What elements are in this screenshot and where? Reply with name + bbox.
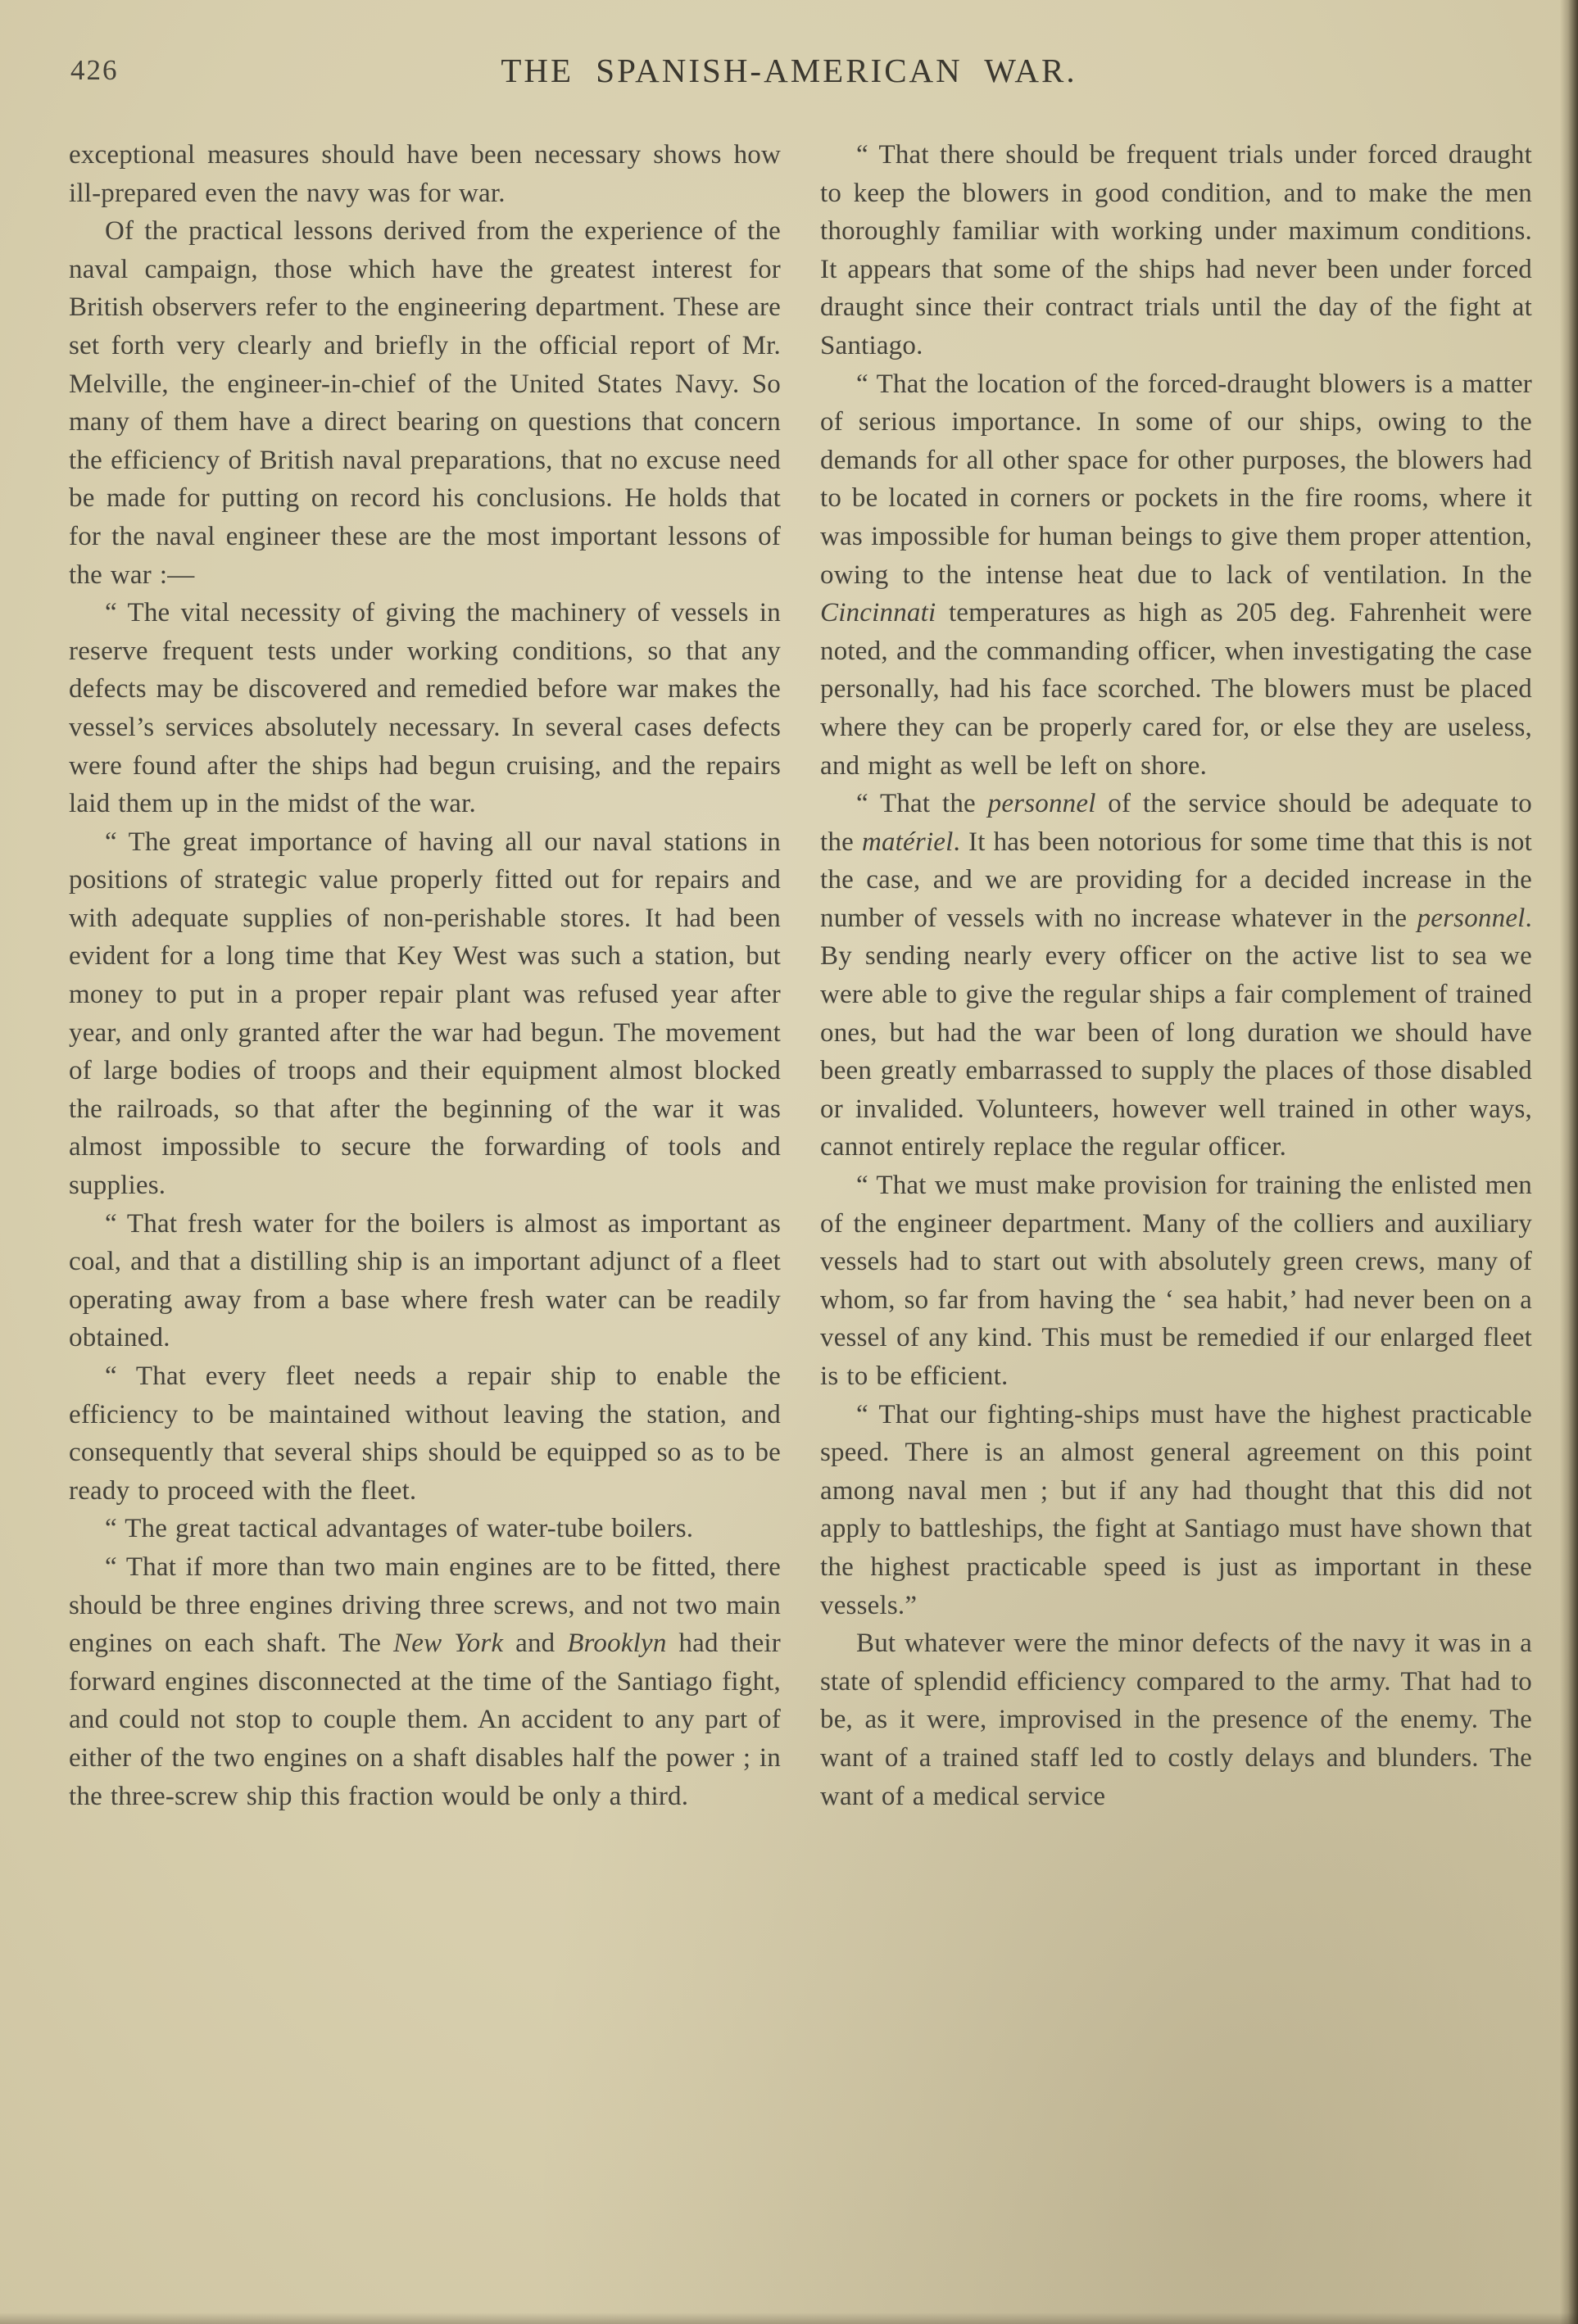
paragraph <box>69 823 781 1205</box>
text-run: temperatures as high as 205 deg. Fahrenheit were noted, and the commanding officer, when investigating the case personally, had his face scorched. The blowers must be placed where they can be properly cared for, or else they are useless, and might as well be left on shore. <box>820 598 1532 781</box>
paragraph <box>69 1205 781 1357</box>
text-run: But whatever were the minor defects of the navy it was in a state of splendid efficiency compared to the army. That had to be, as it were, improvised in the presence of the enemy. The want of a trained staff led to costly delays and blunders. The want of a medical service <box>820 1629 1532 1811</box>
page-bottom-shadow <box>0 2313 1578 2324</box>
right-column <box>820 136 1532 1815</box>
text-run: . It has been notorious for some time that this is not the case, and we are providing for a decided increase in the number of vessels with no increase whatever in the <box>820 827 1532 933</box>
paragraph <box>69 1548 781 1815</box>
page-number: 426 <box>70 54 119 86</box>
paragraph <box>69 136 781 212</box>
text-run: “ That we must make provision for training the enlisted men of the engineer department. Many of the colliers and auxiliary vessels had to start out with absolutely green crews, many of whom, so far from having the ‘ sea habit,’ had never been on a vessel of any kind. This must be remedied if our enlarged fleet is to be efficient. <box>820 1171 1532 1391</box>
paragraph <box>69 594 781 823</box>
italic-text-run: Brooklyn <box>567 1629 667 1659</box>
text-run: “ The great tactical advantages of water-tube boilers. <box>105 1514 694 1544</box>
text-run: Of the practical lessons derived from the experience of the naval campaign, those which have the greatest interest for British observers refer to the engineering department. These are set forth very clearly and briefly in the official report of Mr. Melville, the engineer-in-chief of the United States Navy. So many of them have a direct bearing on questions that concern the efficiency of British naval preparations, that no excuse need be made for putting on record his conclusions. He holds that for the naval engineer these are the most important lessons of the war :— <box>69 216 781 590</box>
page-header <box>0 0 1578 108</box>
paragraph <box>820 1167 1532 1396</box>
paragraph <box>820 1624 1532 1815</box>
text-run: exceptional measures should have been necessary shows how ill-prepared even the navy was for war. <box>69 140 781 208</box>
text-run: “ That if more than two main engines are to be fitted, there should be three engines driving three screws, and not two main engines on each shaft. The <box>69 1552 781 1659</box>
italic-text-run: New York <box>393 1629 504 1659</box>
text-columns <box>0 108 1578 1815</box>
text-run: and <box>503 1629 568 1659</box>
left-column <box>69 136 781 1815</box>
text-run: of the service should be adequate to the <box>820 789 1532 857</box>
text-run: “ That there should be frequent trials under forced draught to keep the blowers in good condition, and to make the men thoroughly familiar with working under maximum conditions. It appears that some of the ships had never been under forced draught since their contract trials until the day of the fight at Santiago. <box>820 140 1532 360</box>
text-run: “ The vital necessity of giving the machinery of vessels in reserve frequent tests under working conditions, so that any defects may be discovered and remedied before war makes the vessel’s services absolutely necessary. In several cases defects were found after the ships had begun cruising, and the repairs laid them up in the midst of the war. <box>69 598 781 819</box>
text-run: had their forward engines disconnected at the time of the Santiago fight, and could not stop to couple them. An accident to any part of either of the two engines on a shaft disables half the power ; in the three-screw ship this fraction would be only a third. <box>69 1629 781 1811</box>
italic-text-run: personnel <box>987 789 1096 819</box>
paragraph <box>69 212 781 594</box>
italic-text-run: Cincinnati <box>820 598 936 628</box>
italic-text-run: matériel <box>861 827 954 857</box>
page-title: THE SPANISH-AMERICAN WAR. <box>501 52 1077 89</box>
italic-text-run: personnel <box>1417 903 1526 933</box>
text-run: “ That every fleet needs a repair ship to enable the efficiency to be maintained without leaving the station, and consequently that several ships should be equipped so as to be ready to proceed with the fleet. <box>69 1361 781 1506</box>
paragraph <box>820 1396 1532 1625</box>
paragraph <box>820 785 1532 1167</box>
text-run: “ That the location of the forced-draught blowers is a matter of serious importance. In some of our ships, owing to the demands for all other space for other purposes, the blowers had to be located in corners or pockets in the fire rooms, where it was impossible for human beings to give them proper attention, owing to the intense heat due to lack of ventilation. In the <box>820 369 1532 590</box>
paragraph <box>820 365 1532 786</box>
paragraph <box>820 136 1532 365</box>
text-run: “ That the <box>856 789 988 819</box>
text-run: “ That our fighting-ships must have the highest practicable speed. There is an almost general agreement on this point among naval men ; but if any had thought that this did not apply to battleships, the fight at Santiago must have shown that the highest practicable speed is just as important in these vessels.” <box>820 1399 1532 1620</box>
text-run: “ That fresh water for the boilers is almost as important as coal, and that a distilling ship is an important adjunct of a fleet operating away from a base where fresh water can be readily obtained. <box>69 1208 781 1353</box>
paragraph <box>69 1357 781 1510</box>
text-run: “ The great importance of having all our naval stations in positions of strategic value properly fitted out for repairs and with adequate supplies of non-perishable stores. It had been evident for a long time that Key West was such a station, but money to put in a proper repair plant was refused year after year, and only granted after the war had begun. The movement of large bodies of troops and their equipment almost blocked the railroads, so that after the beginning of the war it was almost impossible to secure the forwarding of tools and supplies. <box>69 827 781 1201</box>
paragraph <box>69 1510 781 1548</box>
text-run: . By sending nearly every officer on the active list to sea we were able to give the regular ships a fair complement of trained ones, but had the war been of long duration we should have been greatly embarrassed to supply the places of those disabled or invalided. Volunteers, however well trained in other ways, cannot entirely replace the regular officer. <box>820 903 1532 1162</box>
